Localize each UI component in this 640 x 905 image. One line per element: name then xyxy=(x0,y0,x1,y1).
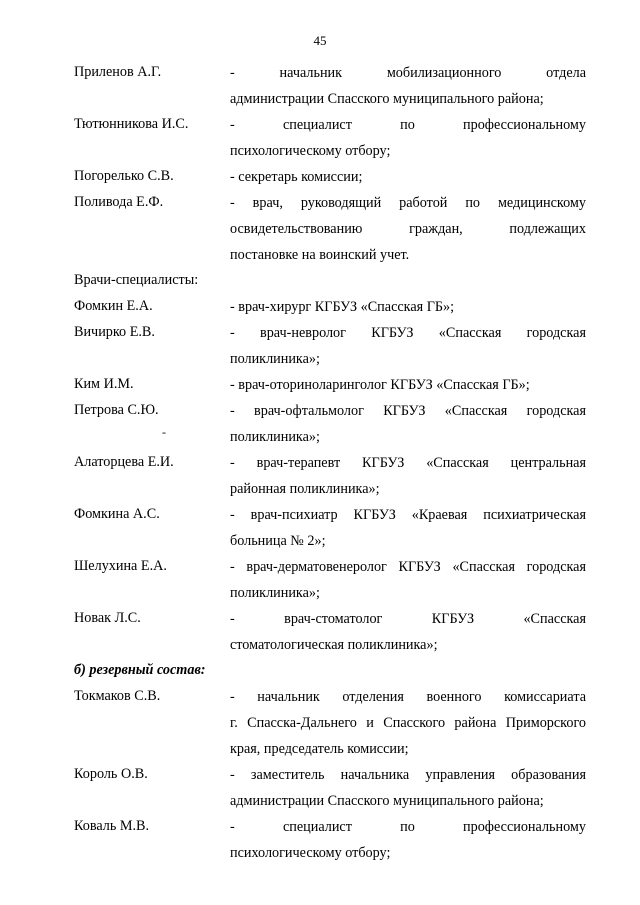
role-line: - врач-хирург КГБУЗ «Спасская ГБ»; xyxy=(230,299,455,315)
person-name: Токмаков С.В. xyxy=(74,688,161,704)
reserve-heading: б) резервный состав: xyxy=(74,662,206,678)
person-role xyxy=(230,688,586,766)
person-name: Ким И.М. xyxy=(74,376,134,392)
person-name: Фомкин Е.А. xyxy=(74,298,153,314)
role-line: поликлиника»; xyxy=(230,429,320,445)
person-name: Новак Л.С. xyxy=(74,610,141,626)
role-line: районная поликлиника»; xyxy=(230,481,380,497)
page-number: 45 xyxy=(313,33,327,48)
person-role xyxy=(230,558,586,610)
role-line: - врач-психиатр КГБУЗ «Краевая психиатрическая xyxy=(230,507,586,523)
specialists-heading: Врачи-специалисты: xyxy=(74,272,199,288)
person-role xyxy=(230,376,586,402)
role-line: г. Спасска-Дальнего и Спасского района Приморского xyxy=(230,715,586,731)
person-name: Погорелько С.В. xyxy=(74,168,174,184)
person-name: Коваль М.В. xyxy=(74,818,150,834)
role-line: края, председатель комиссии; xyxy=(230,741,409,757)
person-role xyxy=(230,298,586,324)
person-name: Шелухина Е.А. xyxy=(74,558,167,574)
role-line: - врач-невролог КГБУЗ «Спасская городская xyxy=(230,325,586,341)
role-line: - специалист по профессиональному xyxy=(230,117,586,133)
person-name: Вичирко Е.В. xyxy=(74,324,155,340)
person-role xyxy=(230,116,586,168)
role-line: поликлиника»; xyxy=(230,351,320,367)
person-role xyxy=(230,402,586,454)
person-name: Король О.В. xyxy=(74,766,148,782)
role-line: - секретарь комиссии; xyxy=(230,169,363,185)
person-role xyxy=(230,64,586,116)
role-line: - врач-стоматолог КГБУЗ «Спасская xyxy=(230,611,586,627)
role-line: освидетельствованию граждан, подлежащих xyxy=(230,221,586,237)
role-line: постановке на воинский учет. xyxy=(230,247,410,263)
role-line: - врач-терапевт КГБУЗ «Спасская центральная xyxy=(230,455,586,471)
person-role xyxy=(230,766,586,818)
role-line: стоматологическая поликлиника»; xyxy=(230,637,438,653)
role-line: больница № 2»; xyxy=(230,533,326,549)
role-line: психологическому отбору; xyxy=(230,845,391,861)
role-line: - врач-дерматовенеролог КГБУЗ «Спасская городская xyxy=(230,559,586,575)
role-line: - заместитель начальника управления образования xyxy=(230,767,586,783)
person-name: Приленов А.Г. xyxy=(74,64,162,80)
role-line: - врач-офтальмолог КГБУЗ «Спасская городская xyxy=(230,403,586,419)
role-line: администрации Спасского муниципального района; xyxy=(230,91,544,107)
person-role xyxy=(230,168,586,194)
person-name: Фомкина А.С. xyxy=(74,506,160,522)
stray-dash-mark: - xyxy=(162,425,166,439)
person-name: Поливода Е.Ф. xyxy=(74,194,164,210)
role-line: психологическому отбору; xyxy=(230,143,391,159)
person-name: Петрова С.Ю. xyxy=(74,402,159,418)
role-line: - начальник мобилизационного отдела xyxy=(230,65,586,81)
role-line: - врач-оториноларинголог КГБУЗ «Спасская ГБ»; xyxy=(230,377,530,393)
person-role xyxy=(230,818,586,870)
role-line: поликлиника»; xyxy=(230,585,320,601)
person-role xyxy=(230,610,586,662)
person-name: Алаторцева Е.И. xyxy=(74,454,174,470)
person-role xyxy=(230,454,586,506)
role-line: администрации Спасского муниципального района; xyxy=(230,793,544,809)
person-role xyxy=(230,194,586,272)
role-line: - специалист по профессиональному xyxy=(230,819,586,835)
role-line: - начальник отделения военного комиссариата xyxy=(230,689,586,705)
person-role xyxy=(230,506,586,558)
role-line: - врач, руководящий работой по медицинскому xyxy=(230,195,586,211)
person-name: Тютюнникова И.С. xyxy=(74,116,189,132)
person-role xyxy=(230,324,586,376)
